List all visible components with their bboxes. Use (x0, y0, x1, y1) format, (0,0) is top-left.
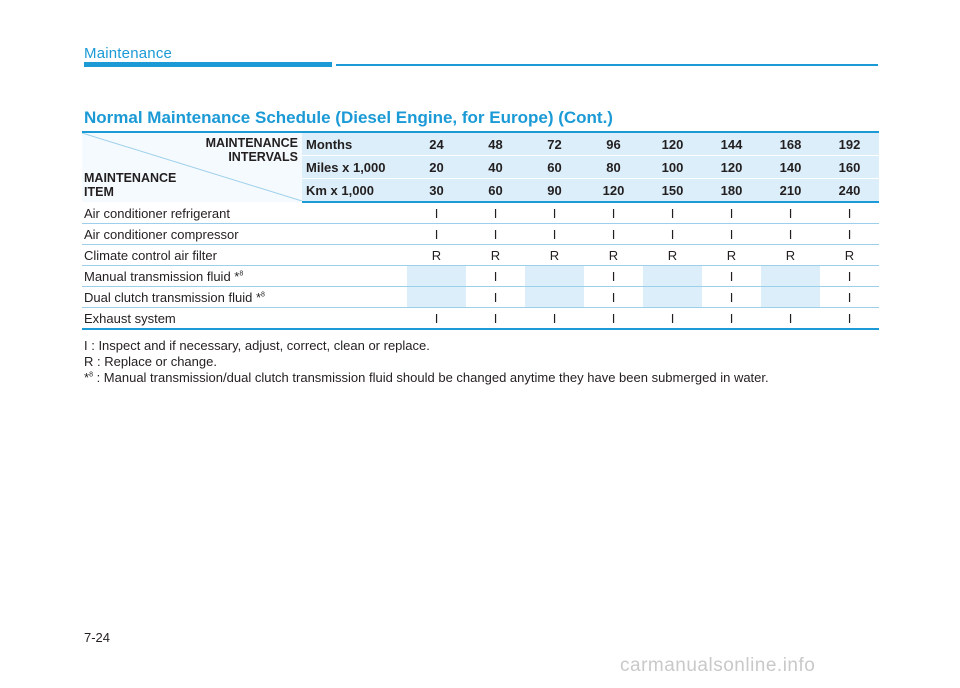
table-row (82, 202, 879, 224)
schedule-cell: I (820, 308, 879, 330)
interval-value: 60 (525, 156, 584, 179)
schedule-cell (761, 266, 820, 287)
corner-intervals-label: MAINTENANCE INTERVALS (205, 136, 298, 164)
interval-value: 144 (702, 132, 761, 156)
schedule-cell: I (407, 308, 466, 330)
schedule-cell: I (584, 202, 643, 224)
schedule-cell: I (407, 224, 466, 245)
schedule-cell (643, 287, 702, 308)
interval-value: 48 (466, 132, 525, 156)
item-footnote: 8 (261, 291, 265, 299)
maintenance-item (82, 308, 407, 330)
interval-value: 192 (820, 132, 879, 156)
schedule-cell: R (643, 245, 702, 266)
table-row (82, 287, 879, 308)
schedule-cell: I (643, 224, 702, 245)
interval-value: 210 (761, 179, 820, 203)
maintenance-item (82, 245, 407, 266)
interval-value: 120 (584, 179, 643, 203)
interval-value: 20 (407, 156, 466, 179)
schedule-cell: I (466, 202, 525, 224)
schedule-cell: R (702, 245, 761, 266)
interval-value: 100 (643, 156, 702, 179)
item-label: Air conditioner refrigerant (84, 205, 230, 221)
schedule-cell: I (584, 224, 643, 245)
section-title: Maintenance (84, 45, 173, 62)
schedule-cell: I (584, 308, 643, 330)
interval-value: 60 (466, 179, 525, 203)
schedule-cell: I (584, 287, 643, 308)
page-number: 7-24 (84, 630, 111, 645)
schedule-cell: I (761, 202, 820, 224)
schedule-cell: I (466, 308, 525, 330)
schedule-cell: R (525, 245, 584, 266)
schedule-cell (407, 266, 466, 287)
section-rule-thin (336, 64, 878, 66)
schedule-cell: I (525, 308, 584, 330)
interval-value: 30 (407, 179, 466, 203)
schedule-cell: I (702, 308, 761, 330)
schedule-cell (761, 287, 820, 308)
item-label: Air conditioner compressor (84, 226, 239, 242)
interval-value: 120 (643, 132, 702, 156)
schedule-cell (643, 266, 702, 287)
schedule-cell: I (407, 202, 466, 224)
schedule-cell (525, 287, 584, 308)
schedule-cell: R (761, 245, 820, 266)
interval-value: 150 (643, 179, 702, 203)
maintenance-schedule-table (82, 131, 879, 330)
schedule-cell: I (702, 266, 761, 287)
interval-value: 24 (407, 132, 466, 156)
table-row (82, 308, 879, 330)
note-footnote (84, 370, 769, 386)
footnote-mark: * (84, 370, 90, 385)
interval-value: 120 (702, 156, 761, 179)
interval-value: 180 (702, 179, 761, 203)
schedule-cell: I (820, 224, 879, 245)
item-label: Manual transmission fluid * (84, 268, 240, 284)
schedule-cell: I (702, 202, 761, 224)
interval-value: 140 (761, 156, 820, 179)
header-label: Miles x 1,000 (302, 156, 407, 179)
interval-value: 90 (525, 179, 584, 203)
table-row (82, 245, 879, 266)
schedule-cell: I (702, 287, 761, 308)
schedule-cell: I (761, 308, 820, 330)
schedule-cell: R (820, 245, 879, 266)
schedule-cell: I (643, 202, 702, 224)
schedule-cell: I (820, 287, 879, 308)
schedule-cell: R (584, 245, 643, 266)
header-label: Months (302, 132, 407, 156)
schedule-cell (407, 287, 466, 308)
schedule-cell: I (820, 202, 879, 224)
maintenance-item (82, 202, 407, 224)
schedule-cell (525, 266, 584, 287)
header-corner-cell (82, 132, 302, 202)
interval-value: 160 (820, 156, 879, 179)
header-row-months (82, 132, 879, 156)
maintenance-item (82, 266, 407, 287)
schedule-cell: R (407, 245, 466, 266)
note-inspect: I : Inspect and if necessary, adjust, correct, clean or replace. (84, 338, 430, 353)
item-footnote: 8 (239, 270, 244, 278)
item-label: Exhaust system (84, 310, 176, 326)
section-rule-thick (84, 62, 332, 67)
schedule-cell: I (466, 266, 525, 287)
schedule-cell: R (466, 245, 525, 266)
watermark-text: carmanualsonline.info (620, 655, 816, 676)
table-title: Normal Maintenance Schedule (Diesel Engine, for Europe) (Cont.) (84, 108, 613, 127)
item-label: Climate control air filter (84, 247, 217, 263)
interval-value: 96 (584, 132, 643, 156)
schedule-cell: I (525, 202, 584, 224)
schedule-cell: I (820, 266, 879, 287)
schedule-cell: I (702, 224, 761, 245)
note-replace: R : Replace or change. (84, 354, 217, 369)
corner-item-label: MAINTENANCE ITEM (84, 170, 177, 199)
interval-value: 80 (584, 156, 643, 179)
interval-value: 168 (761, 132, 820, 156)
maintenance-item (82, 224, 407, 245)
footnote-number: 8 (89, 371, 93, 379)
interval-value: 40 (466, 156, 525, 179)
interval-value: 240 (820, 179, 879, 203)
header-label: Km x 1,000 (302, 179, 407, 203)
maintenance-item (82, 287, 407, 308)
footnote-text: : Manual transmission/dual clutch transmission fluid should be changed anytime they have been submerged in water. (92, 370, 769, 385)
item-label: Dual clutch transmission fluid * (84, 289, 262, 305)
interval-value: 72 (525, 132, 584, 156)
table-row (82, 266, 879, 287)
schedule-cell: I (584, 266, 643, 287)
legend-notes (84, 338, 769, 386)
schedule-cell: I (466, 287, 525, 308)
schedule-cell: I (761, 224, 820, 245)
schedule-cell: I (466, 224, 525, 245)
schedule-cell: I (525, 224, 584, 245)
schedule-cell: I (643, 308, 702, 330)
table-row (82, 224, 879, 245)
